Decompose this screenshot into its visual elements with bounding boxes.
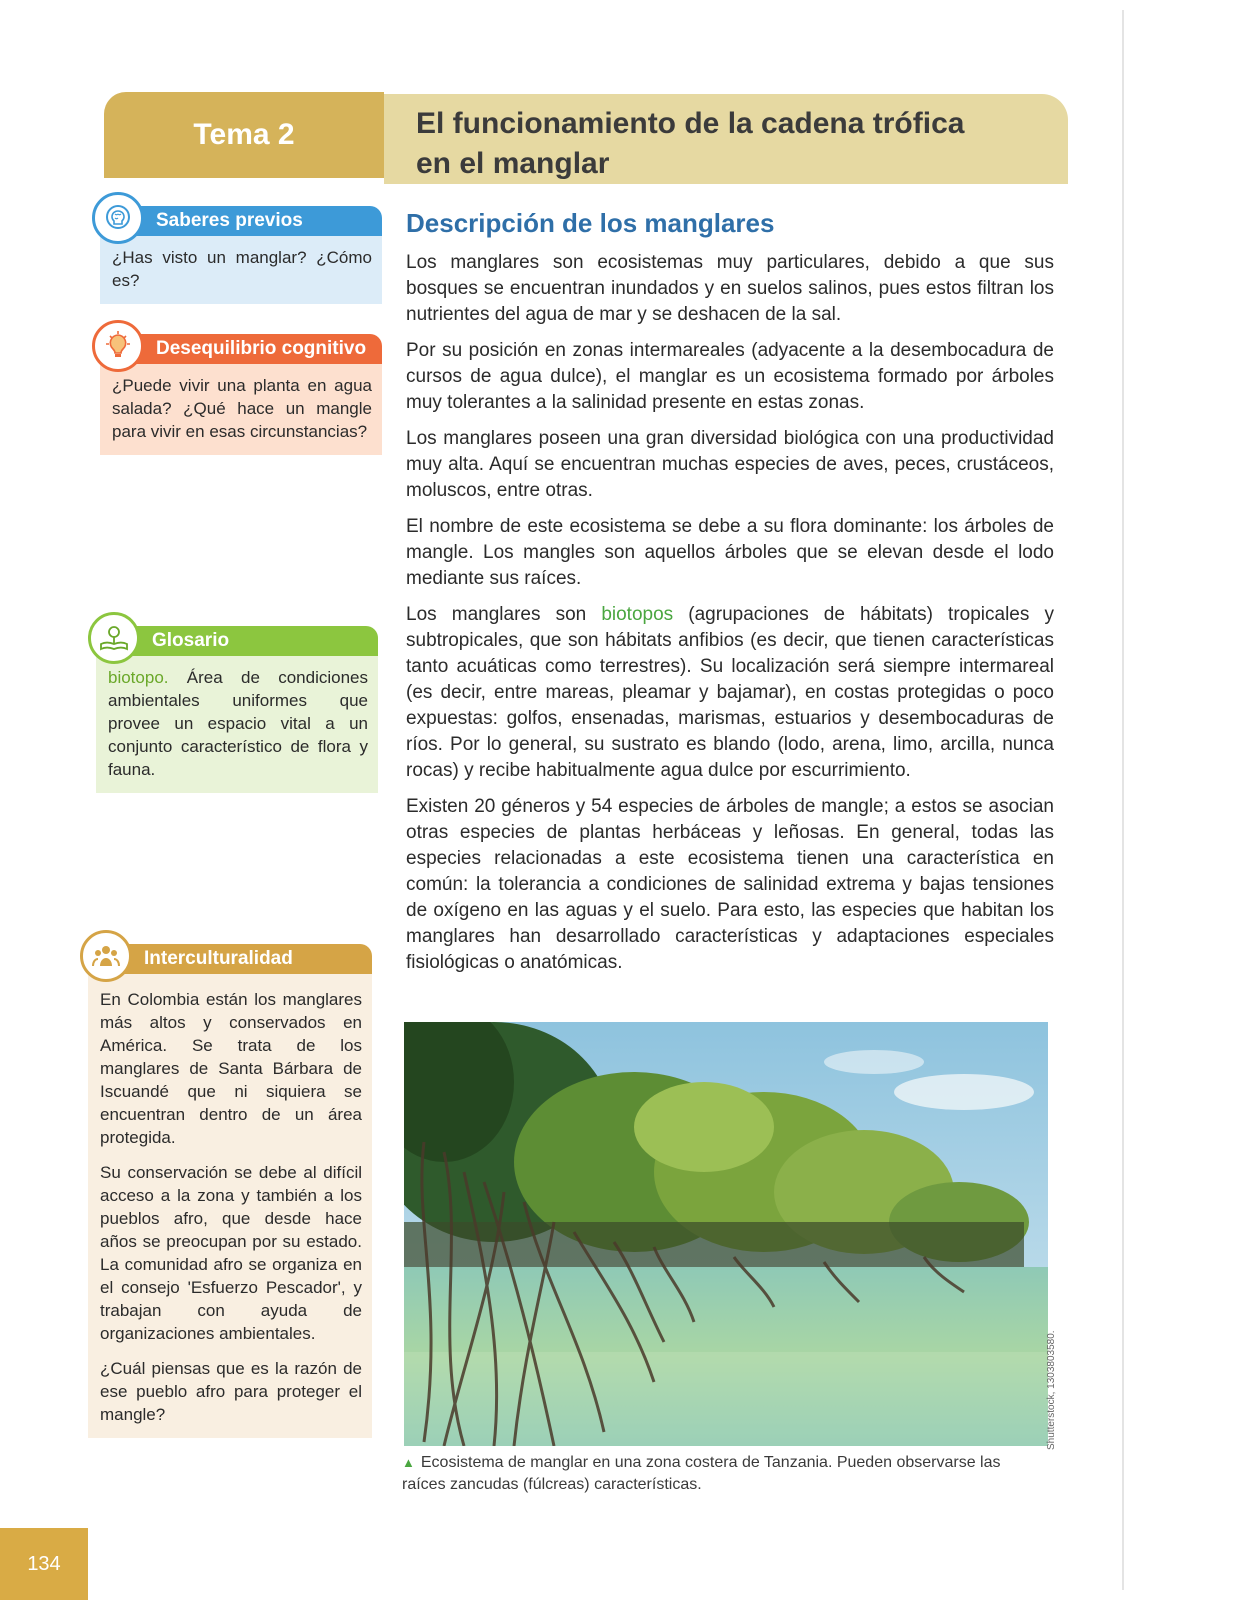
- saberes-previos-text: ¿Has visto un manglar? ¿Cómo es?: [100, 236, 382, 304]
- saberes-previos-title: Saberes previos: [156, 210, 303, 231]
- tema-label-text: Tema 2: [193, 118, 295, 151]
- biotopos-term: biotopos: [601, 604, 674, 625]
- triangle-marker-icon: ▲: [402, 1455, 415, 1470]
- paragraph-5-post: (agrupaciones de hábitats) tropicales y subtropicales, que son hábitats anfibios (es decir, que tienen características tanto acuáticas como terrestres). Su localización será siempre intermareal (es decir, entre mareas, pleamar y bajamar), en costas protegidas o poco expuestas: golfos, ensenadas, marismas, estuarios y desembocaduras de ríos. Por lo general, su sustrato es blando (lodo, arena, limo, arcilla, nunca rocas) y recibe habitualmente agua dulce por escurrimiento.: [406, 604, 1054, 781]
- mangrove-photo: [404, 1022, 1048, 1446]
- paragraph-5-pre: Los manglares son: [406, 604, 602, 625]
- page-edge: [1122, 10, 1124, 1590]
- title-bar: [384, 94, 1068, 184]
- paragraph-5: [406, 602, 1054, 784]
- section-heading: Descripción de los manglares: [406, 208, 775, 238]
- interculturalidad-paragraph-1: En Colombia están los manglares más altos y conservados en América. Se trata de los manglares de Santa Bárbara de Iscuandé que ni siquiera se encuentran dentro de un área protegida.: [100, 990, 362, 1147]
- saberes-previos-header: [100, 206, 382, 236]
- brain-head-icon: [92, 192, 144, 244]
- paragraph-6: Existen 20 géneros y 54 especies de árboles de mangle; a estos se asocian otras especies de plantas herbáceas y leñosas. En general, todas las especies relacionadas a este ecosistema tienen una característica en común: la tolerancia a condiciones de salinidad extrema y bajas tensiones de oxígeno en las aguas y el suelo. Para esto, las especies que habitan los manglares han desarrollado características y adaptaciones especiales fisiológicas o anatómicas.: [406, 796, 1054, 973]
- interculturalidad-paragraph-2: Su conservación se debe al difícil acceso a la zona y también a los pueblos afro, que desde hace años se preocupan por su estado. La comunidad afro se organiza en el consejo 'Esfuerzo Pescador', y trabajan con ayuda de organizaciones ambientales.: [100, 1163, 362, 1343]
- interculturalidad-box: [88, 944, 372, 1438]
- page-number-text: 134: [27, 1552, 61, 1575]
- glosario-box: [96, 626, 378, 793]
- interculturalidad-body: [88, 974, 372, 1438]
- glosario-title: Glosario: [152, 630, 230, 651]
- lightbulb-icon: [92, 320, 144, 372]
- photo-caption-text: Ecosistema de manglar en una zona costera de Tanzania. Pueden observarse las raíces zancudas (fúlcreas) características.: [402, 1454, 1001, 1493]
- interculturalidad-header: [88, 944, 372, 974]
- main-content: [406, 206, 1054, 986]
- book-magnifier-icon: [88, 612, 140, 664]
- desequilibrio-cognitivo-box: [100, 334, 382, 455]
- interculturalidad-title: Interculturalidad: [144, 948, 293, 969]
- glosario-definition: Área de condiciones ambientales uniformes que provee un espacio vital a un conjunto característico de flora y fauna.: [108, 668, 368, 779]
- photo-credit: Shutterstock, 1303803580.: [1046, 1330, 1057, 1450]
- glosario-text: [96, 656, 378, 793]
- saberes-previos-box: [100, 206, 382, 304]
- page-title-line1: El funcionamiento de la cadena trófica: [416, 107, 965, 140]
- paragraph-4: El nombre de este ecosistema se debe a su flora dominante: los árboles de mangle. Los mangles son aquellos árboles que se elevan desde el lodo mediante sus raíces.: [406, 516, 1054, 589]
- glosario-header: [96, 626, 378, 656]
- page-title: [416, 104, 964, 184]
- paragraph-1: Los manglares son ecosistemas muy particulares, debido a que sus bosques se encuentran inundados y en suelos salinos, pues estos filtran los nutrientes del agua de mar y se deshacen de la sal.: [406, 252, 1054, 325]
- page-number: [0, 1528, 88, 1600]
- desequilibrio-cognitivo-header: [100, 334, 382, 364]
- page-title-line2: en el manglar: [416, 147, 610, 180]
- desequilibrio-cognitivo-text: ¿Puede vivir una planta en agua salada? ¿Qué hace un mangle para vivir en esas circunstancias?: [100, 364, 382, 455]
- mangrove-illustration: [404, 1022, 1048, 1446]
- paragraph-3: Los manglares poseen una gran diversidad biológica con una productividad muy alta. Aquí se encuentran muchas especies de aves, peces, crustáceos, moluscos, entre otras.: [406, 428, 1054, 501]
- paragraph-2: Por su posición en zonas intermareales (adyacente a la desembocadura de cursos de agua dulce), el manglar es un ecosistema formado por árboles muy tolerantes a la salinidad presente en estas zonas.: [406, 340, 1054, 413]
- photo-caption: [402, 1452, 1042, 1496]
- community-icon: [80, 930, 132, 982]
- interculturalidad-question: ¿Cuál piensas que es la razón de ese pueblo afro para proteger el mangle?: [100, 1359, 362, 1424]
- tema-label: [104, 92, 384, 178]
- glosario-term: biotopo.: [108, 668, 169, 687]
- desequilibrio-cognitivo-title: Desequilibrio cognitivo: [156, 338, 367, 359]
